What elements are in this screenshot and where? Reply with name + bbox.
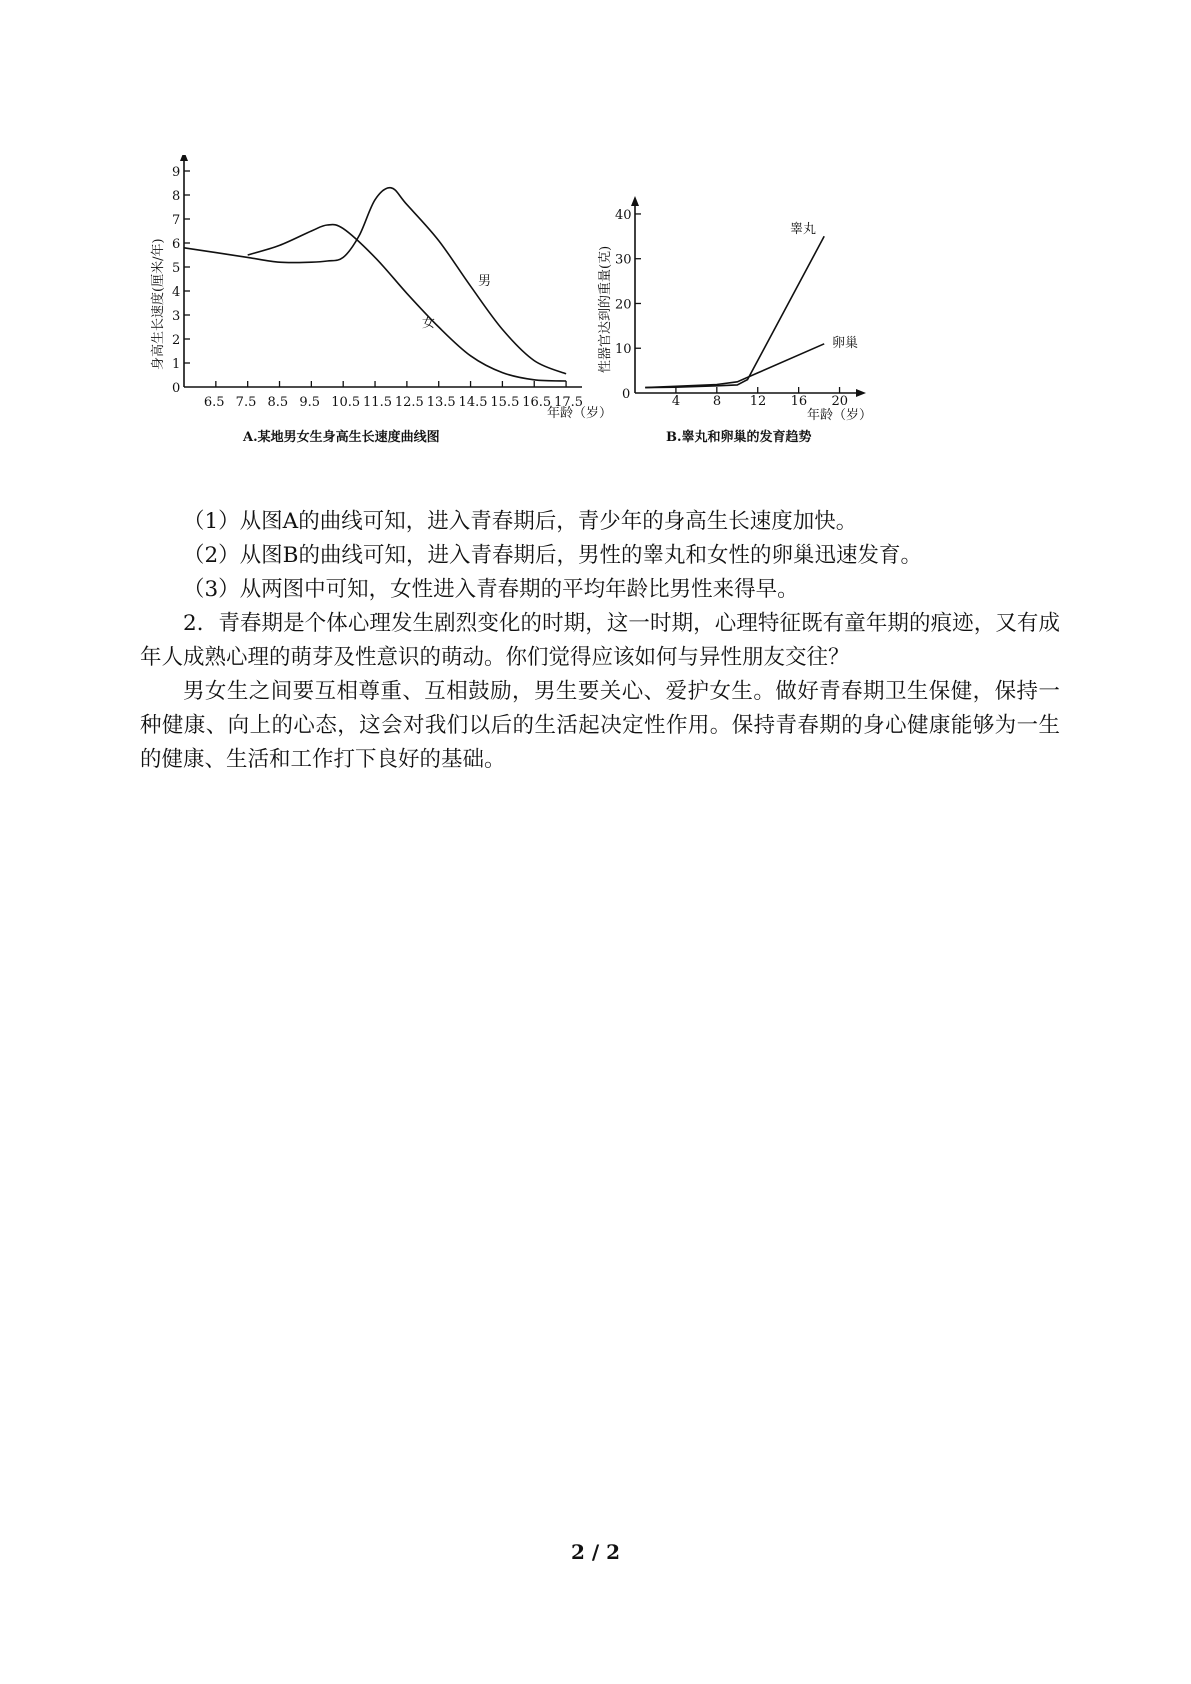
chart-b-x-label: 年龄（岁） (807, 408, 873, 423)
chart-a-y-label: 身高生长速度(厘米/年) (151, 238, 166, 370)
chart-a-x-tick-label: 16.5 (522, 395, 552, 410)
paragraph: 男女生之间要互相尊重、互相鼓励，男生要关心、爱护女生。做好青春期卫生保健，保持一种健康、向上的心态，这会对我们以后的生活起决定性作用。保持青春期的身心健康能够为一生的健康、生活和工作打下良好的基础。 (140, 679, 1060, 772)
chart-a-y-tick-label: 3 (172, 309, 181, 324)
chart-b-x-tick-label: 12 (749, 394, 767, 409)
chart-b-y-tick-label: 40 (615, 207, 632, 223)
chart-b-y-tick-label: 0 (622, 387, 631, 402)
chart-a (150, 155, 612, 445)
chart-a-x-tick-label: 11.5 (363, 395, 392, 410)
chart-a-y-tick-label: 6 (172, 237, 181, 252)
chart-a-series-female-line (248, 225, 566, 381)
body-text (140, 505, 1060, 777)
figure-area (150, 155, 950, 485)
chart-a-legend-male: 男 (478, 274, 492, 289)
chart-a-y-tick-label: 1 (172, 357, 181, 372)
chart-a-x-tick-label: 15.5 (490, 395, 520, 410)
chart-a-y-tick-label: 7 (172, 213, 181, 228)
chart-a-x-tick-label: 17.5 (554, 395, 584, 410)
chart-b-legend-ovary: 卵巢 (832, 336, 859, 351)
chart-b-x-arrow (856, 389, 866, 397)
paragraph: 2．青春期是个体心理发生剧烈变化的时期，这一时期，心理特征既有童年期的痕迹，又有成年人成熟心理的萌芽及性意识的萌动。你们觉得应该如何与异性朋友交往？ (140, 611, 1060, 670)
chart-b-x-tick-label: 4 (671, 394, 681, 409)
chart-a-y-tick-label: 8 (172, 189, 181, 204)
charts-svg (150, 155, 950, 485)
chart-b-series-ovary-line (645, 344, 824, 388)
chart-b-y-label: 性器官达到的重量(克) (598, 245, 613, 373)
chart-b-y-tick-label: 30 (615, 252, 632, 268)
chart-a-x-tick-label: 13.5 (426, 395, 456, 410)
page-number: 2 / 2 (570, 1540, 621, 1564)
paragraph: （2）从图B的曲线可知，进入青春期后，男性的睾丸和女性的卵巢迅速发育。 (183, 543, 922, 568)
chart-b-y-tick-label: 10 (615, 342, 632, 358)
chart-a-legend-female: 女 (422, 316, 436, 331)
chart-b-y-tick-label: 20 (615, 297, 632, 313)
chart-a-y-tick-label: 5 (172, 261, 181, 276)
chart-a-x-tick-label: 8.5 (267, 395, 289, 410)
chart-a-x-tick-label: 9.5 (299, 395, 321, 410)
chart-a-y-arrow (180, 155, 188, 161)
chart-a-caption: A.某地男女生身高生长速度曲线图 (243, 430, 440, 445)
chart-a-y-tick-label: 9 (172, 165, 181, 180)
chart-a-y-tick-label: 2 (172, 333, 181, 348)
chart-a-y-tick-label: 0 (172, 381, 181, 396)
chart-b-legend-testis: 睾丸 (790, 222, 817, 237)
chart-a-x-tick-label: 6.5 (203, 395, 225, 410)
chart-a-x-tick-label: 14.5 (458, 395, 488, 410)
chart-a-y-tick-label: 4 (172, 285, 181, 300)
chart-a-x-tick-label: 12.5 (394, 395, 424, 410)
chart-b-series-testis-line (645, 236, 824, 387)
chart-a-x-tick-label: 10.5 (331, 395, 361, 410)
chart-b-x-tick-label: 8 (712, 394, 722, 409)
paragraph: （3）从两图中可知，女性进入青春期的平均年龄比男性来得早。 (183, 577, 799, 602)
chart-b-y-arrow (631, 196, 639, 206)
chart-b-caption: B.睾丸和卵巢的发育趋势 (666, 430, 812, 445)
chart-a-series-male-line (184, 188, 566, 374)
chart-b-x-tick-label: 20 (831, 394, 849, 409)
chart-b (597, 196, 872, 445)
paragraph: （1）从图A的曲线可知，进入青春期后，青少年的身高生长速度加快。 (183, 509, 858, 534)
chart-a-x-label: 年龄（岁） (547, 406, 613, 421)
chart-a-x-tick-label: 7.5 (235, 395, 257, 410)
chart-b-x-tick-label: 16 (790, 394, 808, 409)
